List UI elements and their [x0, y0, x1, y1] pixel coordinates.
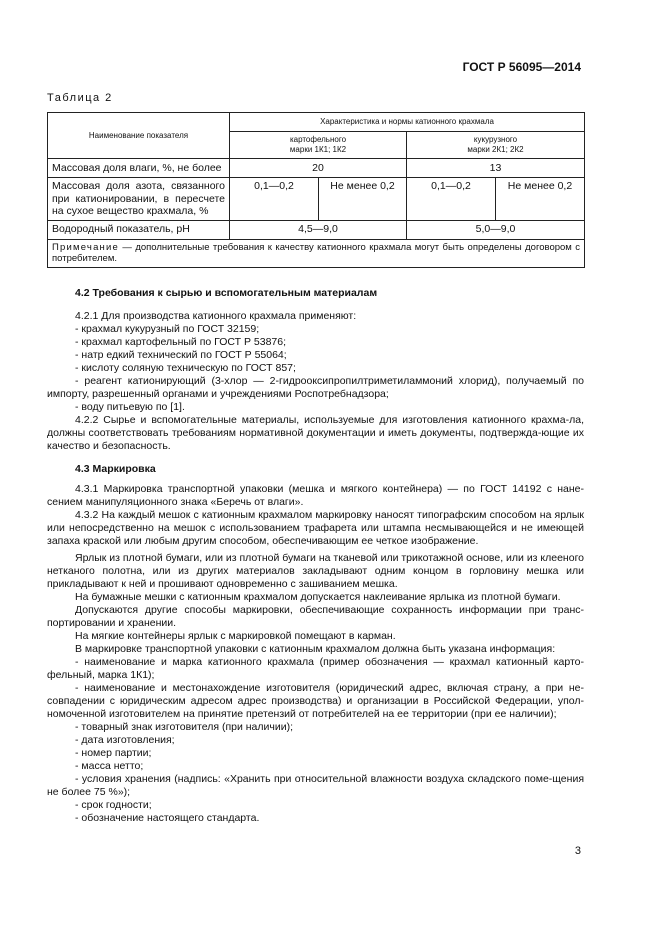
list-item: - воду питьевую по [1]. [75, 401, 185, 413]
cell-corn-2k1: 0,1—0,2 [407, 178, 496, 221]
header-potato-line1: картофельного [289, 135, 347, 145]
header-potato [230, 132, 407, 159]
cell-corn: 5,0—9,0 [407, 220, 585, 239]
header-characteristics: Характеристика и нормы катионного крахмала [230, 113, 585, 132]
list-item: - натр едкий технический по ГОСТ Р 55064; [75, 349, 287, 361]
paragraph: В маркировке транспортной упаковки с катионным крахмалом должна быть указана информация: [75, 643, 556, 655]
list-item: - наименование и марка катионного крахмала (пример обозначения — крахмал катионный карто-фельный, марка 1К1); [47, 656, 584, 681]
row-name: Массовая доля влаги, %, не более [48, 159, 230, 178]
table-row [48, 178, 585, 221]
paragraph: 4.3.1 Маркировка транспортной упаковки (мешка и мягкого контейнера) — по ГОСТ 14192 с нане-сением манипуляционного знака «Беречь от влаги». [47, 483, 584, 508]
header-potato-line2: марки 1К1; 1К2 [289, 145, 347, 154]
header-corn-line2: марки 2К1; 2К2 [467, 145, 524, 154]
document-code: ГОСТ Р 56095—2014 [462, 60, 581, 74]
cell-potato: 20 [230, 159, 407, 178]
list-item: - крахмал кукурузный по ГОСТ 32159; [75, 323, 260, 335]
list-item: - обозначение настоящего стандарта. [75, 812, 260, 824]
table-row [48, 220, 585, 239]
list-item: - срок годности; [75, 799, 152, 811]
section-4-2-heading: 4.2 Требования к сырью и вспомогательным материалам [75, 287, 378, 299]
table-row [48, 159, 585, 178]
cell-potato-1k2: Не менее 0,2 [319, 178, 407, 221]
characteristics-table [47, 112, 585, 268]
header-corn-line1: кукурузного [473, 135, 518, 145]
paragraph: Ярлык из плотной бумаги, или из плотной бумаги на тканевой или трикотажной основе, или из клееного нетканого полотна, или из других материалов закладывают одним концом в горловину мешка или прикладывают к ней и прошивают одновременно с зашиванием мешка. [47, 552, 585, 590]
paragraph: 4.3.2 На каждый мешок с катионным крахмалом маркировку наносят типографским способом на ярлык или непосредственно на мешок с использованием трафарета или штампа несмывающейся и не имеющей запаха краской или любым другим способом, обеспечивающим ее четкое изображение. [47, 509, 584, 547]
note-text: — дополнительные требования к качеству катионного крахмала могут быть определены договором с потребителем. [52, 241, 580, 265]
list-item: - реагент катионирующий (3-хлор — 2-гидрооксипропилтриметиламмоний хлорид), получаемый по импорту, разрешенный органами и учреждениями Роспотребнадзора; [47, 375, 584, 400]
page-number: 3 [574, 845, 581, 857]
list-item: - условия хранения (надпись: «Хранить при относительной влажности воздуха складского поме-щения не более 75 %»); [47, 773, 584, 798]
row-name: Массовая доля азота, связанного при катионировании, в пересчете на сухое вещество крахмала, % [48, 178, 230, 221]
list-item: - наименование и местонахождение изготовителя (юридический адрес, включая страну, а при не-совпадении с юридическим адресом адрес производства) и организации в Российской Федерации, упол-номоченной изготовителем на принятие претензий от потребителей на ее территории (при ее наличии); [47, 682, 584, 720]
list-item: - номер партии; [75, 747, 152, 759]
table-note-row [48, 239, 585, 267]
header-corn [407, 132, 585, 159]
table-header-row [48, 113, 585, 132]
paragraph: Допускаются другие способы маркировки, обеспечивающие сохранность информации при транс-портировании и хранении. [47, 604, 584, 629]
cell-corn-2k2: Не менее 0,2 [496, 178, 585, 221]
table-caption: Таблица 2 [47, 92, 113, 104]
section-4-3-heading: 4.3 Маркировка [75, 463, 156, 475]
table-note [48, 239, 585, 267]
cell-potato-1k1: 0,1—0,2 [230, 178, 319, 221]
row-name: Водородный показатель, pH [48, 220, 230, 239]
list-item: - крахмал картофельный по ГОСТ Р 53876; [75, 336, 287, 348]
list-item: - товарный знак изготовителя (при наличии); [75, 721, 293, 733]
cell-potato: 4,5—9,0 [230, 220, 407, 239]
paragraph: 4.2.1 Для производства катионного крахмала применяют: [75, 310, 357, 322]
paragraph: 4.2.2 Сырье и вспомогательные материалы, используемые для изготовления катионного крахма-ла, должны соответствовать требованиям нормативной документации и иметь документы, подтвержда-ющие их качество и безопасность. [47, 414, 584, 452]
note-label: Примечание [52, 241, 119, 253]
list-item: - кислоту соляную техническую по ГОСТ 857; [75, 362, 296, 374]
paragraph: На мягкие контейнеры ярлык с маркировкой помещают в карман. [75, 630, 396, 642]
list-item: - масса нетто; [75, 760, 144, 772]
document-body [47, 287, 584, 825]
header-indicator: Наименование показателя [48, 113, 230, 159]
list-item: - дата изготовления; [75, 734, 175, 746]
cell-corn: 13 [407, 159, 585, 178]
paragraph: На бумажные мешки с катионным крахмалом допускается наклеивание ярлыка из плотной бумаги. [75, 591, 561, 603]
